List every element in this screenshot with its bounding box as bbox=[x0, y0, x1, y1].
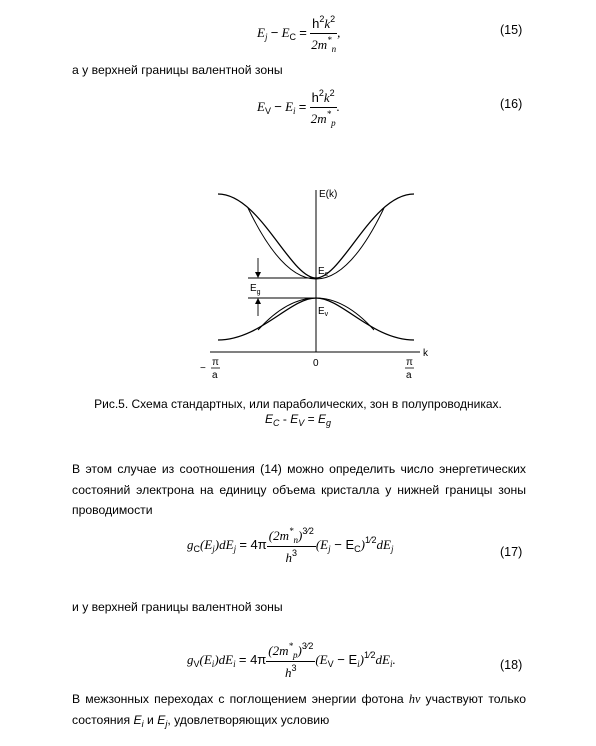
equation-16 bbox=[257, 88, 340, 128]
eq15-subscript: j bbox=[264, 31, 268, 42]
gap-arrow-top-head bbox=[255, 272, 261, 278]
x-axis-label: k bbox=[423, 348, 428, 359]
x-right-pi: π bbox=[406, 357, 413, 368]
eq17-fraction: $\frac{(2m^*_n)^{3⁄2}}{h^3}$ bbox=[268, 526, 314, 565]
mass-subscript: p bbox=[331, 118, 336, 128]
x-left-a: a bbox=[212, 370, 218, 381]
ev-label: $E_v$ bbox=[318, 306, 329, 318]
mass-term: 2m bbox=[310, 111, 327, 126]
eq16-subscript: i bbox=[293, 105, 296, 116]
x-right-a: a bbox=[406, 370, 412, 381]
power: 2 bbox=[318, 88, 324, 98]
eq16-fraction bbox=[310, 88, 337, 128]
paragraph-2-line-2: состояния $E_i$ и $E_j$, удовлетворяющих условию bbox=[72, 712, 330, 729]
equation-15 bbox=[257, 14, 340, 54]
x-zero-label: 0 bbox=[313, 358, 319, 369]
eq16-subscript: V bbox=[264, 105, 271, 116]
wave-vector: k bbox=[323, 90, 330, 105]
eq15-symbol: E bbox=[257, 24, 265, 40]
equation-number-15: (15) bbox=[500, 23, 523, 37]
equation-number-18: (18) bbox=[500, 658, 523, 672]
eq15-subscript: C bbox=[289, 31, 297, 42]
eq15-symbol: E bbox=[281, 24, 290, 40]
mass-term: 2m bbox=[311, 37, 328, 52]
paragraph-1-line-1: В этом случае из соотношения (14) можно определить число энергетических bbox=[72, 462, 526, 476]
paragraph-1-line-3: проводимости bbox=[72, 503, 153, 517]
gap-arrow-bottom-head bbox=[255, 298, 261, 304]
caption-line-1: Рис.5. Схема стандартных, или параболических, зон в полупроводниках. bbox=[94, 397, 502, 411]
paragraph-1 bbox=[72, 459, 526, 521]
effective-star: * bbox=[326, 109, 332, 119]
eq16-punctuation: . bbox=[336, 98, 340, 114]
planck-h: h bbox=[312, 16, 320, 31]
eq16-operator: − bbox=[274, 98, 282, 114]
power: 2 bbox=[329, 88, 335, 98]
x-left-minus: − bbox=[200, 363, 206, 374]
equation-number-17: (17) bbox=[500, 545, 523, 559]
eq16-symbol: E bbox=[257, 98, 265, 114]
text-upper-valence: а у верхней границы валентной зоны bbox=[72, 63, 283, 77]
text-upper-valence-2: и у верхней границы валентной зоны bbox=[72, 600, 283, 614]
paragraph-2 bbox=[72, 689, 526, 734]
power: 2 bbox=[319, 14, 325, 24]
band-structure-figure bbox=[190, 180, 440, 385]
equation-number-16: (16) bbox=[500, 97, 523, 111]
eg-label: $E_g$ bbox=[250, 283, 261, 296]
wave-vector: k bbox=[324, 16, 331, 31]
paragraph-1-line-2: состояний электрона на единицу объема кристалла у нижней границы зоны bbox=[72, 482, 526, 497]
eq15-punctuation: , bbox=[337, 24, 341, 40]
planck-h: h bbox=[311, 90, 319, 105]
paragraph-2-line-1: В межзонных переходах с поглощением энергии фотона hν участвуют только bbox=[72, 692, 526, 706]
figure-caption bbox=[0, 397, 596, 428]
eq15-equals: = bbox=[299, 24, 307, 40]
effective-star: * bbox=[327, 35, 332, 45]
equation-17: $g_C(E_j)dE_j = 4\pi$ $\frac{(2m^*_n)^{3⁄2}}{h^3}$ $(E_j - E_C)^{1⁄2}dE_j$ bbox=[187, 526, 394, 565]
eq16-symbol: E bbox=[285, 98, 294, 114]
ec-label: $E_c$ bbox=[318, 266, 329, 278]
mass-subscript: n bbox=[331, 44, 337, 54]
power: 2 bbox=[330, 14, 336, 24]
equation-18: $g_V(E_i)dE_i = 4\pi$ $\frac{(2m^*_p)^{3⁄2}}{h^3}$ $(E_V - E_i)^{1⁄2}dE_i$. bbox=[187, 641, 396, 680]
eq15-fraction bbox=[310, 14, 337, 54]
caption-line-2: $E_C - E_V = E_g$ bbox=[265, 412, 331, 428]
y-axis-label: E(k) bbox=[319, 189, 338, 200]
eq15-operator: − bbox=[270, 24, 279, 40]
eq16-equals: = bbox=[298, 98, 307, 114]
x-left-pi: π bbox=[212, 357, 219, 368]
eq18-fraction: $\frac{(2m^*_p)^{3⁄2}}{h^3}$ bbox=[268, 641, 314, 680]
